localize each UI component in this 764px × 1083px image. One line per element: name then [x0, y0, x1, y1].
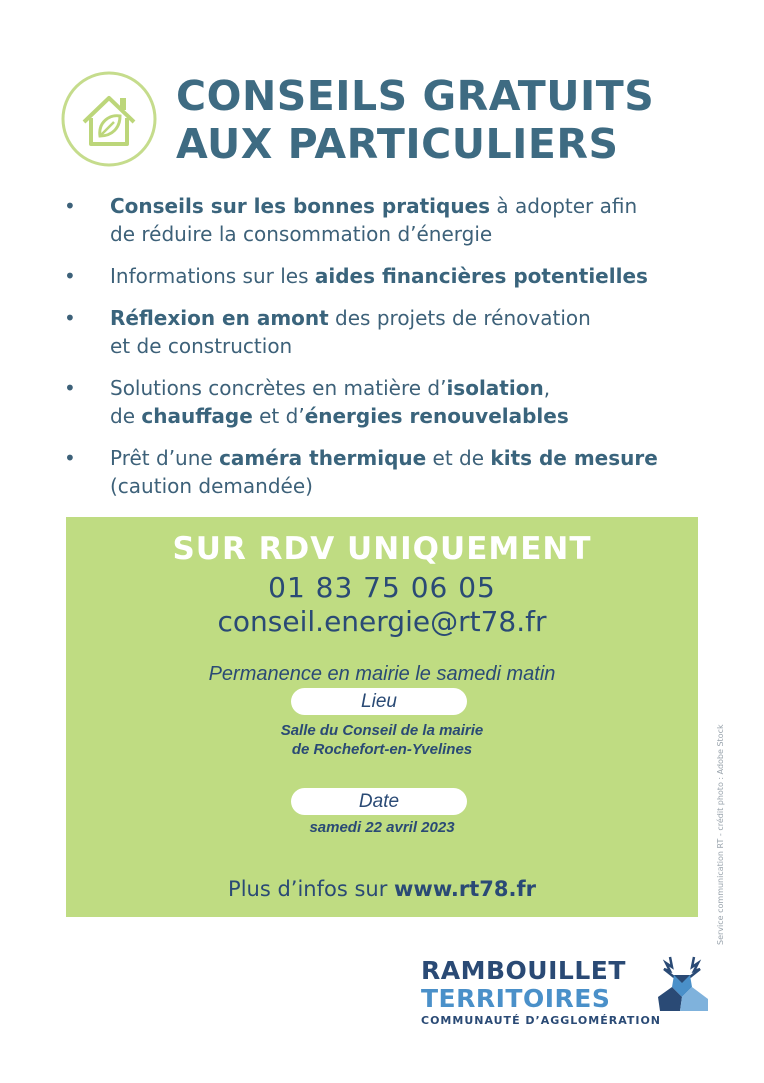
photo-credit: Service communication RT - crédit photo : Adobe Stock	[716, 724, 725, 945]
page-title	[176, 72, 736, 168]
permanence-text: Permanence en mairie le samedi matin	[208, 663, 556, 685]
title-line-2: AUX PARTICULIERS	[176, 120, 619, 168]
lieu-address	[66, 721, 698, 759]
emphasis-text: isolation	[446, 376, 544, 400]
body-text: et de	[426, 446, 491, 470]
list-item	[60, 374, 720, 430]
emphasis-text: aides financières potentielles	[314, 264, 648, 288]
body-text: de réduire la consommation d’énergie	[110, 222, 493, 246]
list-item	[60, 304, 720, 360]
list-item-line	[110, 472, 720, 500]
date-value: samedi 22 avril 2023	[309, 819, 455, 836]
lieu-line-2: de Rochefort-en-Yvelines	[291, 741, 473, 758]
body-text: (caution demandée)	[110, 474, 313, 498]
website-link[interactable]: www.rt78.fr	[394, 877, 536, 901]
appointment-heading: SUR RDV UNIQUEMENT	[172, 531, 592, 567]
list-item	[60, 192, 720, 248]
brand-line-2: TERRITOIRES	[421, 984, 611, 1013]
emphasis-text: kits de mesure	[490, 446, 658, 470]
list-item-line	[110, 444, 720, 472]
list-item	[60, 262, 720, 290]
brand-line-3: COMMUNAUTÉ D’AGGLOMÉRATION	[421, 1014, 662, 1027]
body-text: Informations sur les	[110, 264, 315, 288]
contact-panel	[66, 517, 698, 917]
phone-number[interactable]: 01 83 75 06 05	[268, 571, 496, 604]
list-item-line	[110, 304, 720, 332]
lieu-badge: Lieu	[291, 688, 467, 715]
emphasis-text: Réflexion en amont	[110, 306, 329, 330]
body-text: et de construction	[110, 334, 293, 358]
list-item-line	[110, 374, 720, 402]
emphasis-text: caméra thermique	[219, 446, 427, 470]
list-item-line	[110, 332, 720, 360]
email-link[interactable]: conseil.energie@rt78.fr	[217, 605, 547, 638]
body-text: Prêt d’une	[110, 446, 220, 470]
list-item-line	[110, 262, 720, 290]
body-text: à adopter afin	[490, 194, 638, 218]
body-text: des projets de rénovation	[328, 306, 591, 330]
body-text: de	[110, 404, 142, 428]
body-text: ,	[543, 376, 551, 400]
brand-line-1: RAMBOUILLET	[421, 956, 626, 985]
emphasis-text: énergies renouvelables	[304, 404, 569, 428]
list-item	[60, 444, 720, 500]
more-info	[66, 877, 698, 901]
emphasis-text: chauffage	[141, 404, 253, 428]
date-badge: Date	[291, 788, 467, 815]
house-leaf-icon	[60, 70, 158, 168]
title-line-1: CONSEILS GRATUITS	[176, 72, 655, 120]
list-item-line	[110, 220, 720, 248]
lieu-line-1: Salle du Conseil de la mairie	[280, 722, 484, 739]
emphasis-text: Conseils sur les bonnes pratiques	[110, 194, 491, 218]
services-list	[60, 192, 720, 514]
body-text: Solutions concrètes en matière d’	[110, 376, 447, 400]
deer-icon	[652, 953, 712, 1015]
list-item-line	[110, 402, 720, 430]
list-item-line	[110, 192, 720, 220]
more-info-prefix: Plus d’infos sur	[228, 877, 395, 901]
body-text: et d’	[252, 404, 305, 428]
